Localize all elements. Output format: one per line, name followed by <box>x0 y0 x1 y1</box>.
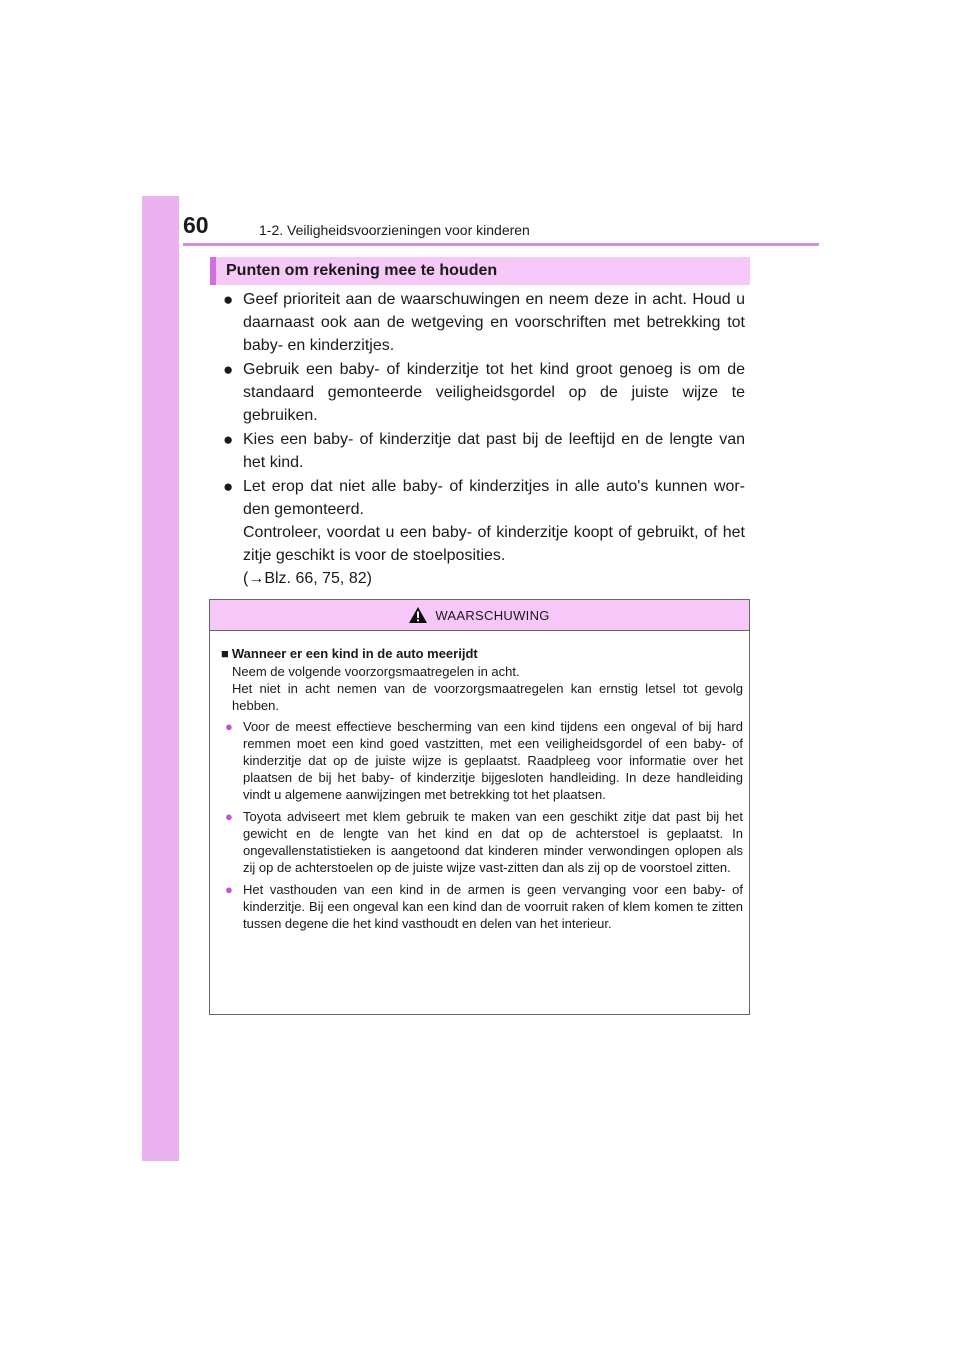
warning-list <box>221 718 743 932</box>
warning-title: WAARSCHUWING <box>435 607 550 623</box>
list-item <box>223 288 745 357</box>
page-reference-link[interactable]: (→Blz. 66, 75, 82) <box>243 570 372 587</box>
warning-subheading-text: Wanneer er een kind in de auto meerijdt <box>231 646 478 661</box>
list-item <box>221 881 743 932</box>
bullet-text: Kies een baby- of kinderzitje dat past bij de leeftijd en de lengte van het kind. <box>243 431 745 471</box>
black-circle-icon: ● <box>223 477 234 496</box>
list-item <box>223 358 745 427</box>
section-heading: Punten om rekening mee te houden <box>210 257 750 285</box>
warning-subheading <box>221 645 743 663</box>
list-item <box>221 718 743 803</box>
warning-item-text: Voor de meest effectieve bescherming van een kind tijdens een ongeval of bij hard remmen moet een kind goed vastzitten, met een veiligheidsgordel of een baby- of kinderzitje dat op de juiste wijze is geplaatst. Raadpleeg voor informatie over het plaatsen de bij het baby- of kinderzitje bijgesloten handleiding. In deze handleiding vindt u algemene aanwijzingen met betrekking tot het plaatsen. <box>243 719 743 802</box>
black-circle-icon: ● <box>223 430 234 449</box>
pink-circle-icon: ● <box>225 809 233 824</box>
list-item <box>223 475 745 590</box>
chapter-tab-bar <box>142 196 179 1161</box>
warning-item-text: Het vasthouden van een kind in de armen is geen vervanging voor een baby- of kinderzitje. Bij een ongeval kan een kind dan de voorruit raken of klem komen te zitten tussen degene die het kind vasthoudt en delen van het interieur. <box>243 882 743 931</box>
list-item <box>221 808 743 876</box>
warning-header <box>210 600 749 631</box>
pink-circle-icon: ● <box>225 882 233 897</box>
bullet-text: Let erop dat niet alle baby- of kinderzitjes in alle auto's kunnen wor-den gemonteerd. <box>243 478 745 518</box>
chapter-title: 1-2. Veiligheidsvoorzieningen voor kinderen <box>259 222 530 238</box>
pink-circle-icon: ● <box>225 719 233 734</box>
warning-item-text: Toyota adviseert met klem gebruik te maken van een geschikt zitje dat past bij het gewicht en de lengte van het kind en dat op de achterstoel is geplaatst. In ongevallenstatistieken is aangetoond dat kinderen minder verwondingen oplopen als zij op de achterstoelen op de juiste wijze vast-zitten dan als zij op de voorstoel zitten. <box>243 809 743 875</box>
list-item <box>223 428 745 474</box>
black-circle-icon: ● <box>223 290 234 309</box>
bullet-text: Geef prioriteit aan de waarschuwingen en neem deze in acht. Houd u daarnaast ook aan de wetgeving en voorschriften met betrekking tot baby- en kinderzitjes. <box>243 291 745 354</box>
header-divider <box>183 243 819 246</box>
warning-triangle-icon <box>409 607 427 623</box>
warning-body <box>210 631 749 932</box>
warning-box <box>209 599 750 1015</box>
bullet-list <box>223 288 745 591</box>
bullet-extra-text: Controleer, voordat u een baby- of kinderzitje koopt of gebruikt, of het zitje geschikt is voor de stoelposities. <box>243 524 745 564</box>
black-circle-icon: ● <box>223 360 234 379</box>
black-square-icon: ■ <box>221 646 229 661</box>
page-number: 60 <box>183 212 209 238</box>
warning-intro: Neem de volgende voorzorgsmaatregelen in acht. Het niet in acht nemen van de voorzorgsmaatregelen kan ernstig letsel tot gevolg hebben. <box>232 664 743 713</box>
bullet-text: Gebruik een baby- of kinderzitje tot het kind groot genoeg is om de standaard gemonteerde veiligheidsgordel op de juiste wijze te gebruiken. <box>243 361 745 424</box>
